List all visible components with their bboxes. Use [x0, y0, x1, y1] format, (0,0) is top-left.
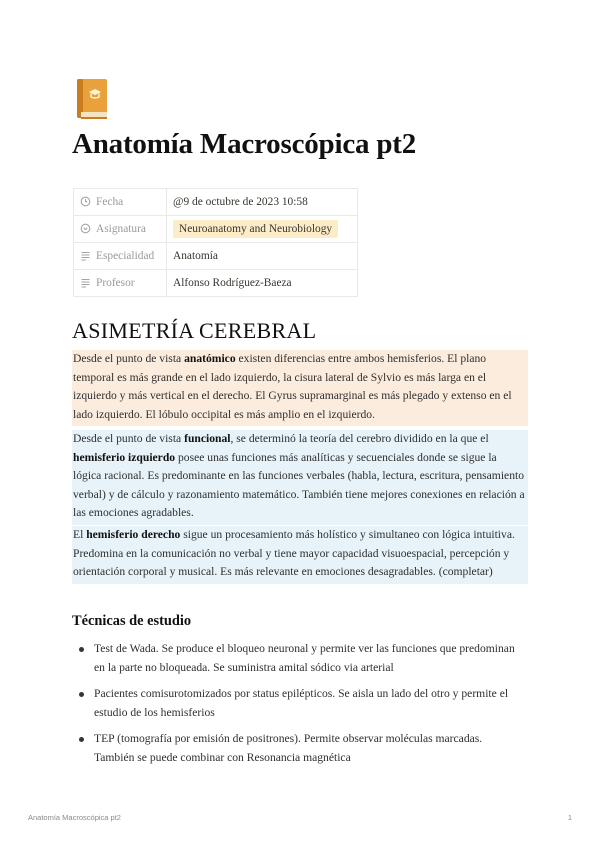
property-label: Profesor: [96, 277, 135, 289]
section-heading: ASIMETRÍA CEREBRAL: [72, 318, 317, 343]
list-item-text: Test de Wada. Se produce el bloqueo neuronal y permite ver las funciones que predominan en la parte no bloqueada. Se suministra amital sódico via arterial: [94, 642, 515, 674]
callout-functional: [72, 430, 528, 525]
bullet-icon: [79, 737, 84, 742]
property-label: Especialidad: [96, 250, 155, 262]
property-row-especialidad: [74, 243, 358, 270]
list-item: [72, 685, 522, 722]
book-icon: [74, 78, 110, 120]
callout-bold-text: hemisferio izquierdo: [73, 450, 176, 464]
callout-text: Desde el punto de vista: [73, 352, 185, 365]
property-label: Fecha: [96, 196, 124, 208]
property-label: Asignatura: [96, 223, 146, 235]
property-key: [74, 189, 167, 216]
callout-bold-text: hemisferio derecho: [86, 528, 181, 541]
callout-text: , se determinó la teoría del cerebro dividido en la que el: [230, 432, 489, 445]
callout-text: sigue un procesamiento más holístico y simultaneo con lógica intuitiva. Predomina en la comunicación no verbal y tiene mayor capacidad visuoespacial, percepción y orientación corporal y musical. Es más relevante en emociones desagradables. (completar): [73, 528, 515, 579]
callout-right-hemisphere: [72, 526, 528, 584]
page-title: Anatomía Macroscópica pt2: [72, 128, 417, 160]
clock-icon: [80, 196, 91, 207]
callout-text: El: [73, 528, 87, 541]
properties-table: [73, 188, 358, 297]
property-value[interactable]: @9 de octubre de 2023 10:58: [167, 189, 358, 216]
property-row-asignatura: [74, 216, 358, 243]
property-key: [74, 243, 167, 270]
techniques-list: [72, 640, 522, 776]
text-icon: [80, 277, 91, 288]
list-item-text: TEP (tomografía por emisión de positrones). Permite observar moléculas marcadas. También se puede combinar con Resonancia magnética: [94, 732, 483, 764]
select-icon: [80, 223, 91, 234]
property-row-fecha: [74, 189, 358, 216]
callout-text: existen diferencias entre ambos hemisferios. El plano temporal es más grande en el lado izquierdo, la cisura lateral de Sylvio es más larga en el izquierdo y más vertical en el derecho. El Gyrus supramarginal es más plegado y extenso en el lado izquierdo. El lóbulo occipital es más amplio en el izquierdo.: [73, 352, 512, 421]
callout-anatomic: [72, 350, 528, 426]
subject-tag[interactable]: Neuroanatomy and Neurobiology: [173, 220, 338, 238]
property-key: [74, 216, 167, 243]
callout-text: Desde el punto de vista: [73, 432, 185, 445]
bullet-icon: [79, 647, 84, 652]
page-number: 1: [567, 813, 572, 822]
property-value[interactable]: [167, 216, 358, 243]
subsection-heading: Técnicas de estudio: [72, 613, 192, 629]
bullet-icon: [79, 692, 84, 697]
footer-title: Anatomía Macroscópica pt2: [28, 813, 121, 822]
list-item: [72, 640, 522, 677]
callout-bold-text: anatómico: [184, 352, 236, 365]
property-value[interactable]: Alfonso Rodríguez-Baeza: [167, 270, 358, 297]
callout-bold-text: funcional: [184, 432, 231, 445]
property-value[interactable]: Anatomía: [167, 243, 358, 270]
text-icon: [80, 250, 91, 261]
property-key: [74, 270, 167, 297]
callout-text: posee unas funciones más analíticas y secuenciales donde se sigue la lógica racional. Es predominante en las funciones verbales (habla, lectura, escritura, pensamiento verbal) y de cálculo y razonamiento matemático. También tiene mejores conexiones en relación a las emociones agradables.: [73, 450, 525, 520]
property-row-profesor: [74, 270, 358, 297]
list-item-text: Pacientes comisurotomizados por status epilépticos. Se aisla un lado del otro y permite el estudio de los hemisferios: [94, 687, 509, 719]
list-item: [72, 730, 522, 767]
